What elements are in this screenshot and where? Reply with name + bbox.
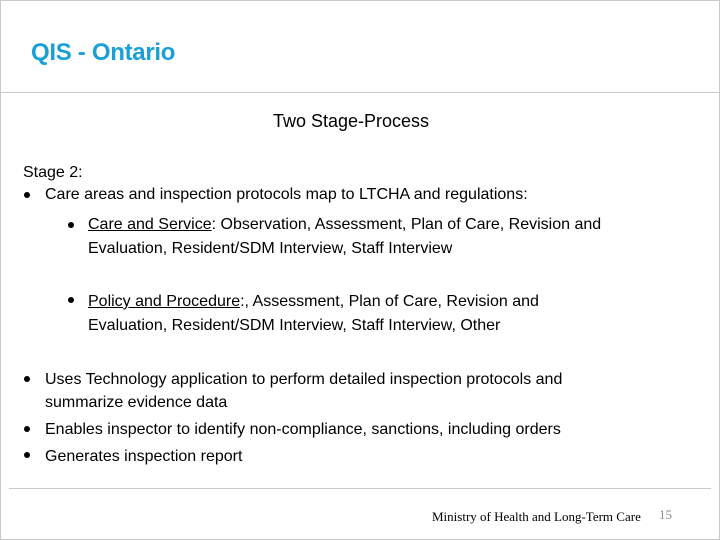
- care-service-label: Care and Service: [88, 216, 212, 233]
- care-service-text: : Observation, Assessment, Plan of Care, Revision and: [211, 216, 602, 233]
- bullet-care-areas: Care areas and inspection protocols map to LTCHA and regulations:: [45, 186, 528, 203]
- bullet-technology: Uses Technology application to perform detailed inspection protocols and: [45, 371, 563, 388]
- footer-divider: [9, 488, 711, 489]
- bullet-enables-inspector: Enables inspector to identify non-compliance, sanctions, including orders: [45, 421, 561, 438]
- policy-procedure-text-line2: Evaluation, Resident/SDM Interview, Staff Interview, Other: [88, 317, 501, 334]
- slide-subtitle: Two Stage-Process: [272, 111, 430, 131]
- bullet-icon: [24, 426, 30, 432]
- footer-organization: Ministry of Health and Long-Term Care: [432, 509, 641, 524]
- bullet-icon: [24, 192, 30, 198]
- bullet-icon: [24, 452, 30, 458]
- bullet-icon: [68, 297, 74, 303]
- bullet-technology-line2: summarize evidence data: [45, 394, 228, 411]
- care-service-text-line2: Evaluation, Resident/SDM Interview, Staff Interview: [88, 240, 453, 257]
- sub-bullet-care-service: [88, 213, 601, 236]
- stage-heading: Stage 2:: [23, 164, 83, 181]
- page-number: 15: [659, 507, 672, 522]
- bullet-icon: [68, 222, 74, 228]
- policy-procedure-text: :, Assessment, Plan of Care, Revision and: [240, 293, 539, 310]
- slide-title: QIS - Ontario: [31, 39, 176, 66]
- policy-procedure-label: Policy and Procedure: [88, 293, 241, 310]
- bullet-icon: [24, 376, 30, 382]
- bullet-generates-report: Generates inspection report: [45, 448, 243, 465]
- header-band: [1, 1, 719, 93]
- sub-bullet-policy-procedure: [88, 290, 539, 313]
